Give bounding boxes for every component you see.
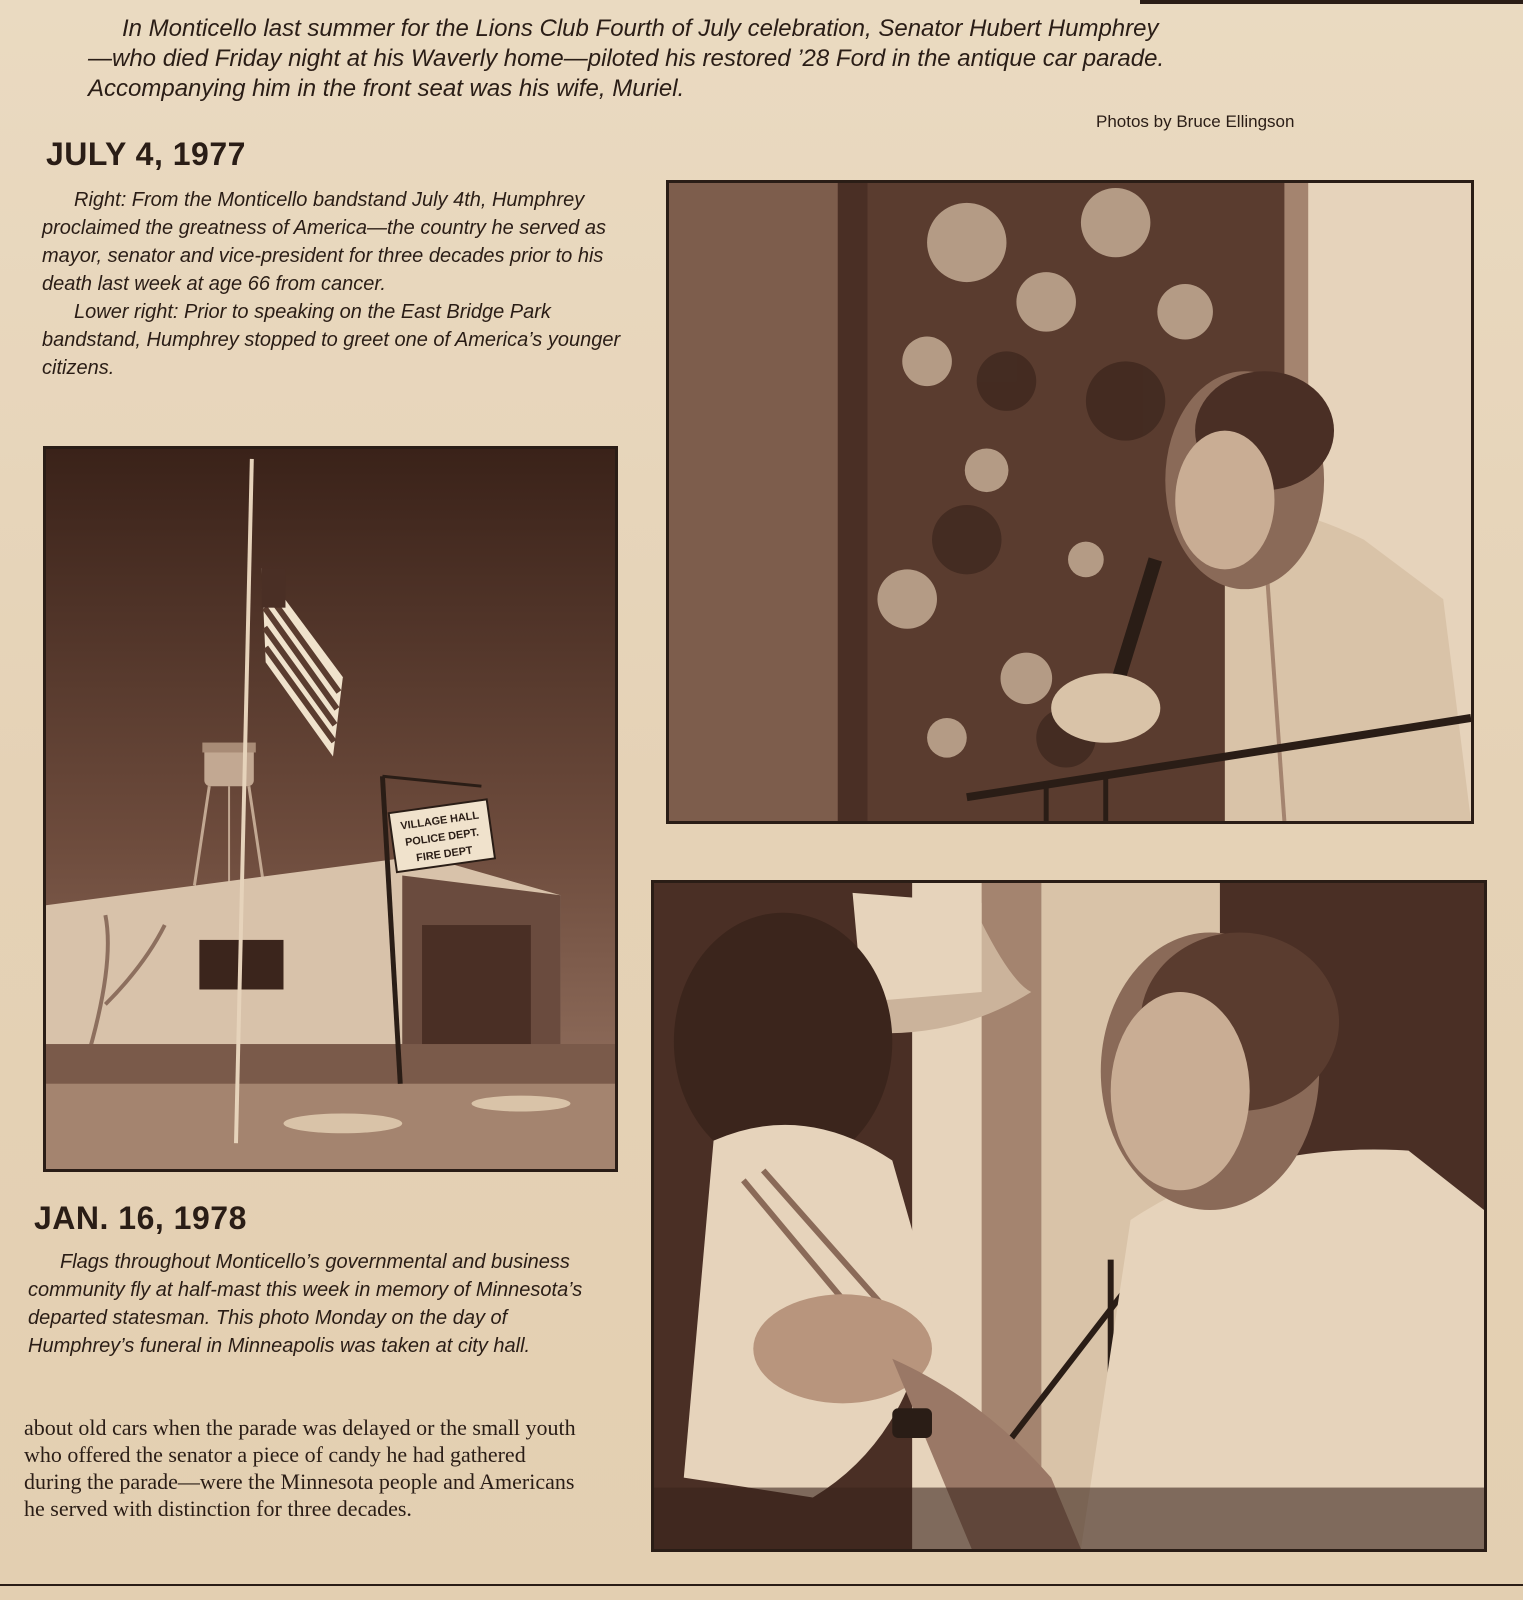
photo-greet-image <box>654 883 1484 1549</box>
sign-line-3: FIRE DEPT <box>415 844 474 865</box>
photo-flag-half-mast <box>43 446 618 1172</box>
top-caption-line-2: —who died Friday night at his Waverly home—piloted his restored ’28 Ford in the antique car parade. <box>88 45 1165 72</box>
photo-humphrey-greeting-child <box>651 880 1487 1552</box>
article-body-text <box>24 1414 584 1522</box>
date-heading-january: JAN. 16, 1978 <box>34 1200 247 1236</box>
caption-july <box>42 186 642 382</box>
caption-july-para-1: Right: From the Monticello bandstand July 4th, Humphrey proclaimed the greatness of America—the country he served as mayor, senator and vice-president for three decades prior to his death last week at age 66 from cancer. <box>42 189 606 295</box>
photo-speech-image <box>669 183 1471 821</box>
top-photo-caption <box>88 14 1468 104</box>
sign-line-2: POLICE DEPT. <box>404 826 480 849</box>
photo-flag-image <box>46 449 615 1169</box>
photo-credit: Photos by Bruce Ellingson <box>1096 112 1295 131</box>
sign-line-1: VILLAGE HALL <box>399 809 480 833</box>
article-paragraph: about old cars when the parade was delayed or the small youth who offered the senator a piece of candy he had gathered during the parade—were the Minnesota people and Americans he served with distinction for three decades. <box>24 1415 576 1521</box>
caption-july-para-2: Lower right: Prior to speaking on the East Bridge Park bandstand, Humphrey stopped to greet one of America’s younger citizens. <box>42 301 621 379</box>
photo-humphrey-speaking <box>666 180 1474 824</box>
date-heading-july: JULY 4, 1977 <box>46 136 246 172</box>
bottom-rule <box>0 1584 1523 1586</box>
top-rule <box>1140 0 1523 4</box>
caption-january-para-1: Flags throughout Monticello’s governmental and business community fly at half-mast this week in memory of Minnesota’s departed statesman. This photo Monday on the day of Humphrey’s funeral in Minneapolis was taken at city hall. <box>28 1251 583 1357</box>
top-caption-line-3: Accompanying him in the front seat was his wife, Muriel. <box>88 75 685 102</box>
caption-january <box>28 1248 618 1360</box>
top-caption-line-1: In Monticello last summer for the Lions Club Fourth of July celebration, Senator Hubert Humphrey <box>122 15 1159 42</box>
